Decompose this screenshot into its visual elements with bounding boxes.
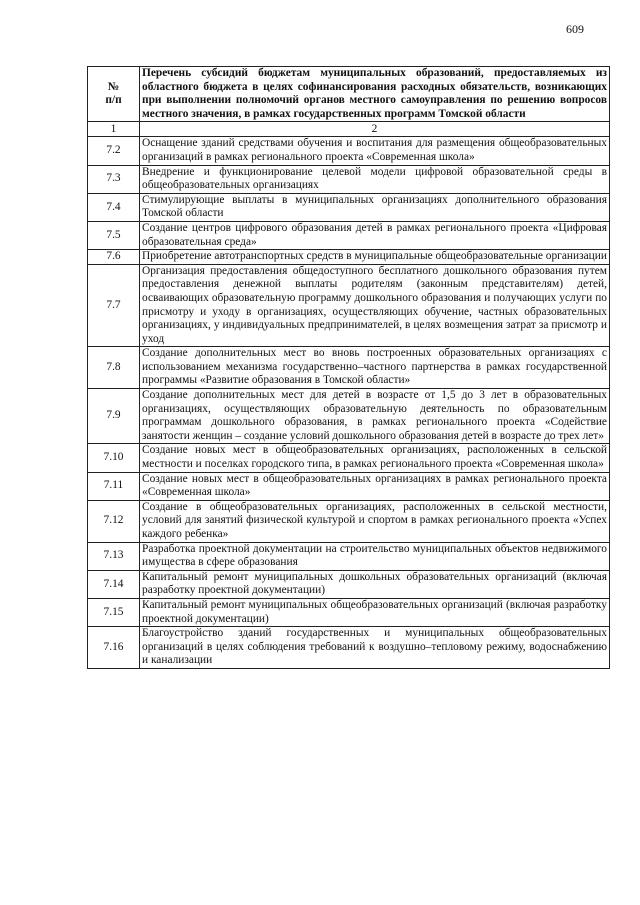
row-number: 7.7 [88, 264, 140, 347]
column-index-2: 2 [140, 122, 610, 137]
row-number: 7.9 [88, 389, 140, 444]
row-description: Благоустройство зданий государственных и муниципальных общеобразовательных организаций в целях соблюдения требований к воздушно–тепловому режиму, водоснабжению и канализации [140, 627, 610, 669]
row-number: 7.8 [88, 347, 140, 389]
header-number-cell [88, 67, 140, 122]
header-number-label: № п/п [105, 80, 122, 107]
row-number: 7.15 [88, 598, 140, 626]
row-description: Создание центров цифрового образования детей в рамках регионального проекта «Цифровая образовательная среда» [140, 221, 610, 249]
table-row [88, 347, 610, 389]
row-number: 7.11 [88, 472, 140, 500]
row-number: 7.12 [88, 500, 140, 542]
row-number: 7.13 [88, 542, 140, 570]
row-number: 7.5 [88, 221, 140, 249]
row-description: Создание новых мест в общеобразовательных организациях, расположенных в сельской местности и поселках городского типа, в рамках регионального проекта «Современная школа» [140, 444, 610, 472]
row-number: 7.3 [88, 165, 140, 193]
table-row [88, 389, 610, 444]
row-description: Организация предоставления общедоступного бесплатного дошкольного образования путем предоставления денежной выплаты родителям (законным представителям) детей, осваивающих образовательную программу дошкольного образования и получающих услуги по присмотру и уходу в организациях, осуществляющих обучение, частных образовательных организациях, у индивидуальных предпринимателей, в целях возмещения затрат за присмотр и уход [140, 264, 610, 347]
table-row [88, 221, 610, 249]
row-number: 7.16 [88, 627, 140, 669]
column-index-row [88, 122, 610, 137]
table-row [88, 444, 610, 472]
table-header-row [88, 67, 610, 122]
row-description: Капитальный ремонт муниципальных общеобразовательных организаций (включая разработку проектной документации) [140, 598, 610, 626]
table-row [88, 627, 610, 669]
page-number: 609 [566, 22, 584, 36]
row-description: Разработка проектной документации на строительство муниципальных объектов недвижимого имущества в сфере образования [140, 542, 610, 570]
table-row [88, 165, 610, 193]
row-description: Стимулирующие выплаты в муниципальных организациях дополнительного образования Томской области [140, 193, 610, 221]
table-row [88, 500, 610, 542]
table-row [88, 264, 610, 347]
column-index-1: 1 [88, 122, 140, 137]
row-number: 7.4 [88, 193, 140, 221]
row-description: Внедрение и функционирование целевой модели цифровой образовательной среды в общеобразовательных организациях [140, 165, 610, 193]
row-description: Оснащение зданий средствами обучения и воспитания для размещения общеобразовательных организаций в рамках регионального проекта «Современная школа» [140, 137, 610, 165]
row-description: Создание дополнительных мест для детей в возрасте от 1,5 до 3 лет в образовательных организациях, осуществляющих образовательную деятельность по образовательным программам дошкольного образования, в рамках регионального проекта «Содействие занятости женщин – создание условий дошкольного образования детей в возрасте до трех лет» [140, 389, 610, 444]
row-description: Создание в общеобразовательных организациях, расположенных в сельской местности, условий для занятий физической культурой и спортом в рамках регионального проекта «Успех каждого ребенка» [140, 500, 610, 542]
row-number: 7.2 [88, 137, 140, 165]
subsidy-table [87, 66, 610, 669]
row-description: Создание новых мест в общеобразовательных организациях в рамках регионального проекта «Современная школа» [140, 472, 610, 500]
table-row [88, 598, 610, 626]
table-row [88, 137, 610, 165]
table-row [88, 472, 610, 500]
row-number: 7.6 [88, 250, 140, 265]
row-description: Капитальный ремонт муниципальных дошкольных образовательных организаций (включая разработку проектной документации) [140, 570, 610, 598]
table-row [88, 250, 610, 265]
table-row [88, 193, 610, 221]
header-title-label: Перечень субсидий бюджетам муниципальных образований, предоставляемых из областного бюджета в целях софинансирования расходных обязательств, возникающих при выполнении полномочий органов местного самоуправления по решению вопросов местного значения, в рамках государственных программ Томской области [142, 67, 607, 120]
table-body [88, 137, 610, 669]
row-description: Создание дополнительных мест во вновь построенных образовательных организациях с использованием механизма государственно–частного партнерства в рамках государственной программы «Развитие образования в Томской области» [140, 347, 610, 389]
row-number: 7.10 [88, 444, 140, 472]
row-description: Приобретение автотранспортных средств в муниципальные общеобразовательные организации [140, 250, 610, 265]
table-row [88, 542, 610, 570]
table-row [88, 570, 610, 598]
header-title-cell [140, 67, 610, 122]
row-number: 7.14 [88, 570, 140, 598]
